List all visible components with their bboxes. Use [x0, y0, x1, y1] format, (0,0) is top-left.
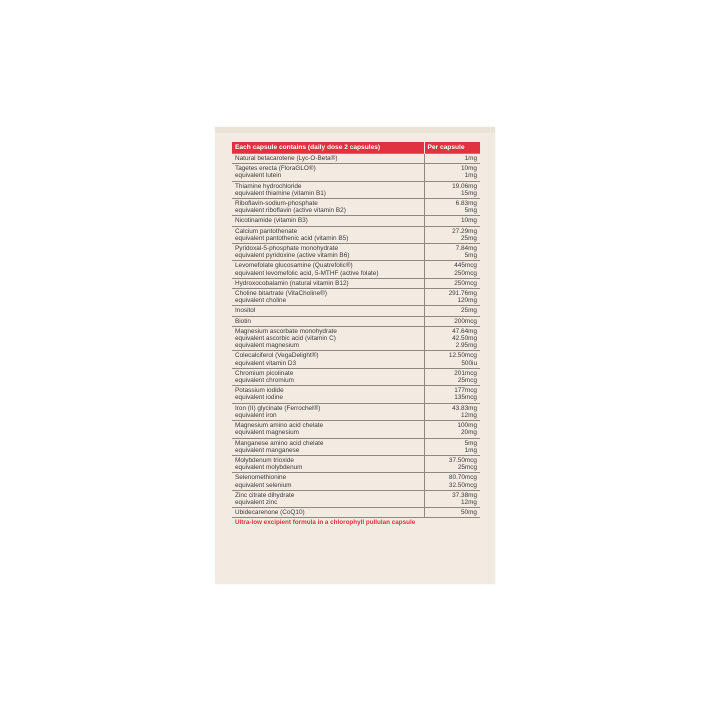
ingredient-name: equivalent iodine [235, 394, 283, 402]
amount-value: 445mcg [454, 262, 477, 270]
amount-value: 50mg [461, 509, 477, 517]
ingredient-name-cell [232, 316, 424, 326]
ingredient-name: equivalent iron [235, 411, 277, 419]
amount-cell [424, 278, 480, 288]
ingredient-name-cell [232, 181, 424, 198]
amount-value: 6.83mg [455, 200, 477, 208]
ingredient-name: Riboflavin-sodium-phosphate [235, 200, 318, 208]
amount-value: 25mcg [457, 377, 477, 385]
ingredient-name: Chromium picolinate [235, 369, 294, 377]
table-row [232, 316, 480, 326]
table-row [232, 438, 480, 455]
amount-value: 500iu [461, 359, 477, 367]
amount-value: 5mg [464, 252, 477, 260]
amount-value: 100mg [457, 422, 477, 430]
ingredient-name: Inositol [235, 307, 256, 315]
amount-value: 250mcg [454, 279, 477, 287]
footer-row [232, 518, 480, 528]
amount-cell [424, 490, 480, 507]
table-row [232, 368, 480, 385]
table-row [232, 261, 480, 278]
ingredient-name: Biotin [235, 317, 251, 325]
ingredient-name: equivalent riboflavin (active vitamin B2) [235, 207, 346, 215]
amount-cell [424, 326, 480, 351]
ingredient-name-cell [232, 199, 424, 216]
ingredient-name: Colecalciferol (VegaDelight®) [235, 352, 319, 360]
per-capsule-column-header: Per capsule [424, 142, 480, 154]
ingredient-name-cell [232, 455, 424, 472]
amount-value: 200mcg [454, 317, 477, 325]
amount-cell [424, 403, 480, 420]
table-header-row [232, 142, 480, 154]
amount-cell [424, 508, 480, 518]
ingredient-name: Iron (II) glycinate (Ferrochel®) [235, 404, 321, 412]
table-row [232, 289, 480, 306]
ingredient-name: equivalent pyridoxine (active vitamin B6) [235, 252, 350, 260]
amount-cell [424, 154, 480, 164]
amount-value: 250mcg [454, 269, 477, 277]
nutrition-table [232, 142, 480, 528]
ingredient-name-cell [232, 326, 424, 351]
ingredient-name: Zinc citrate dihydrate [235, 491, 295, 499]
ingredient-name-cell [232, 473, 424, 490]
amount-value: 1mg [464, 446, 477, 454]
amount-cell [424, 421, 480, 438]
ingredient-name: equivalent thiamine (vitamin B1) [235, 189, 326, 197]
amount-value: 47.64mg [452, 327, 477, 335]
ingredient-name: Choline bitartrate (VitaCholine®) [235, 290, 327, 298]
amount-cell [424, 289, 480, 306]
ingredient-name: equivalent pantothenic acid (vitamin B5) [235, 234, 349, 242]
amount-cell [424, 244, 480, 261]
amount-value: 20mg [461, 429, 477, 437]
ingredient-name: Thiamine hydrochloride [235, 182, 302, 190]
ingredient-name-cell [232, 154, 424, 164]
ingredient-name: Tagetes erecta (FloraGLO®) [235, 165, 316, 173]
ingredient-name-cell [232, 386, 424, 403]
ingredient-name: equivalent selenium [235, 481, 292, 489]
table-row [232, 216, 480, 226]
ingredient-name-cell [232, 226, 424, 243]
ingredient-name: equivalent manganese [235, 446, 300, 454]
amount-value: 120mg [457, 297, 477, 305]
amount-value: 177mcg [454, 387, 477, 395]
amount-value: 12mg [461, 498, 477, 506]
table-row [232, 199, 480, 216]
table-row [232, 306, 480, 316]
amount-value: 7.84mg [455, 245, 477, 253]
ingredient-name-cell [232, 421, 424, 438]
ingredient-name: equivalent magnesium [235, 342, 299, 350]
ingredient-name: Molybdenum trioxide [235, 456, 294, 464]
table-row [232, 490, 480, 507]
amount-cell [424, 455, 480, 472]
amount-value: 201mcg [454, 369, 477, 377]
ingredient-name: Magnesium amino acid chelate [235, 422, 324, 430]
ingredient-name-cell [232, 278, 424, 288]
table-body [232, 154, 480, 518]
ingredient-name: Calcium pantothenate [235, 227, 298, 235]
amount-value: 1mg [464, 155, 477, 162]
box-top-edge [215, 127, 495, 133]
table-row [232, 421, 480, 438]
table-row [232, 181, 480, 198]
amount-value: 80.70mcg [448, 474, 477, 482]
ingredient-name-cell [232, 244, 424, 261]
ingredient-name: equivalent ascorbic acid (vitamin C) [235, 335, 336, 343]
ingredient-name-cell [232, 438, 424, 455]
amount-value: 25mg [461, 307, 477, 315]
ingredient-name: Magnesium ascorbate monohydrate [235, 327, 337, 335]
amount-cell [424, 386, 480, 403]
amount-cell [424, 216, 480, 226]
table-row [232, 386, 480, 403]
table-row [232, 154, 480, 164]
amount-cell [424, 368, 480, 385]
ingredient-name: equivalent zinc [235, 498, 278, 506]
amount-value: 135mcg [454, 394, 477, 402]
ingredient-name-cell [232, 289, 424, 306]
ingredient-name-cell [232, 164, 424, 181]
amount-value: 12mg [461, 411, 477, 419]
table-row [232, 473, 480, 490]
ingredient-name: equivalent chromium [235, 377, 294, 385]
amount-cell [424, 351, 480, 368]
amount-cell [424, 473, 480, 490]
ingredient-name: Pyridoxal-5-phosphate monohydrate [235, 245, 339, 253]
amount-value: 5mg [464, 207, 477, 215]
formula-note: Ultra-low excipient formula in a chlorophyll pullulan capsule [235, 519, 416, 527]
ingredient-name-cell [232, 368, 424, 385]
amount-value: 5mg [464, 439, 477, 447]
table-row [232, 508, 480, 518]
table-row [232, 278, 480, 288]
ingredient-name-cell [232, 306, 424, 316]
amount-cell [424, 306, 480, 316]
amount-value: 42.50mg [452, 335, 477, 343]
amount-cell [424, 199, 480, 216]
amount-value: 10mg [461, 217, 477, 225]
amount-value: 19.06mg [452, 182, 477, 190]
ingredient-name: equivalent levomefolic acid, 5-MTHF (active folate) [235, 269, 379, 277]
ingredient-column-header: Each capsule contains (daily dose 2 capsules) [232, 142, 424, 154]
amount-cell [424, 261, 480, 278]
amount-value: 291.76mg [448, 290, 477, 298]
ingredient-name: equivalent magnesium [235, 429, 299, 437]
amount-value: 43.83mg [452, 404, 477, 412]
amount-value: 25mg [461, 234, 477, 242]
ingredient-name-cell [232, 351, 424, 368]
ingredient-name: Nicotinamide (vitamin B3) [235, 217, 308, 225]
amount-cell [424, 226, 480, 243]
ingredient-name: equivalent lutein [235, 172, 282, 180]
ingredient-name: equivalent choline [235, 297, 287, 305]
table-row [232, 244, 480, 261]
amount-value: 37.38mg [452, 491, 477, 499]
ingredient-name-cell [232, 490, 424, 507]
ingredient-name: Selenomethionine [235, 474, 287, 482]
ingredient-name: equivalent vitamin D3 [235, 359, 297, 367]
amount-cell [424, 316, 480, 326]
amount-cell [424, 438, 480, 455]
ingredient-name-cell [232, 508, 424, 518]
amount-value: 27.29mg [452, 227, 477, 235]
amount-value: 32.50mcg [448, 481, 477, 489]
table-row [232, 164, 480, 181]
amount-value: 15mg [461, 189, 477, 197]
table-row [232, 351, 480, 368]
amount-value: 10mg [461, 165, 477, 173]
ingredient-name: Hydroxocobalamin (natural vitamin B12) [235, 279, 349, 287]
ingredient-name: Natural betacarotene (Lyc-O-Beta®) [235, 155, 338, 162]
ingredient-name: Levomefolate glucosamine (Quatrefolic®) [235, 262, 353, 270]
ingredient-name: Potassium iodide [235, 387, 284, 395]
table-row [232, 403, 480, 420]
amount-value: 2.95mg [455, 342, 477, 350]
amount-cell [424, 181, 480, 198]
amount-value: 25mcg [457, 464, 477, 472]
ingredient-name-cell [232, 261, 424, 278]
ingredient-name: Manganese amino acid chelate [235, 439, 324, 447]
table-row [232, 455, 480, 472]
ingredient-name-cell [232, 403, 424, 420]
table-row [232, 326, 480, 351]
amount-value: 12.50mcg [448, 352, 477, 360]
ingredient-name: equivalent molybdenum [235, 464, 303, 472]
amount-value: 1mg [464, 172, 477, 180]
ingredient-name-cell [232, 216, 424, 226]
supplement-box [215, 127, 495, 584]
table-row [232, 226, 480, 243]
amount-value: 37.50mcg [448, 456, 477, 464]
ingredient-name: Ubidecarenone (CoQ10) [235, 509, 305, 517]
amount-cell [424, 164, 480, 181]
